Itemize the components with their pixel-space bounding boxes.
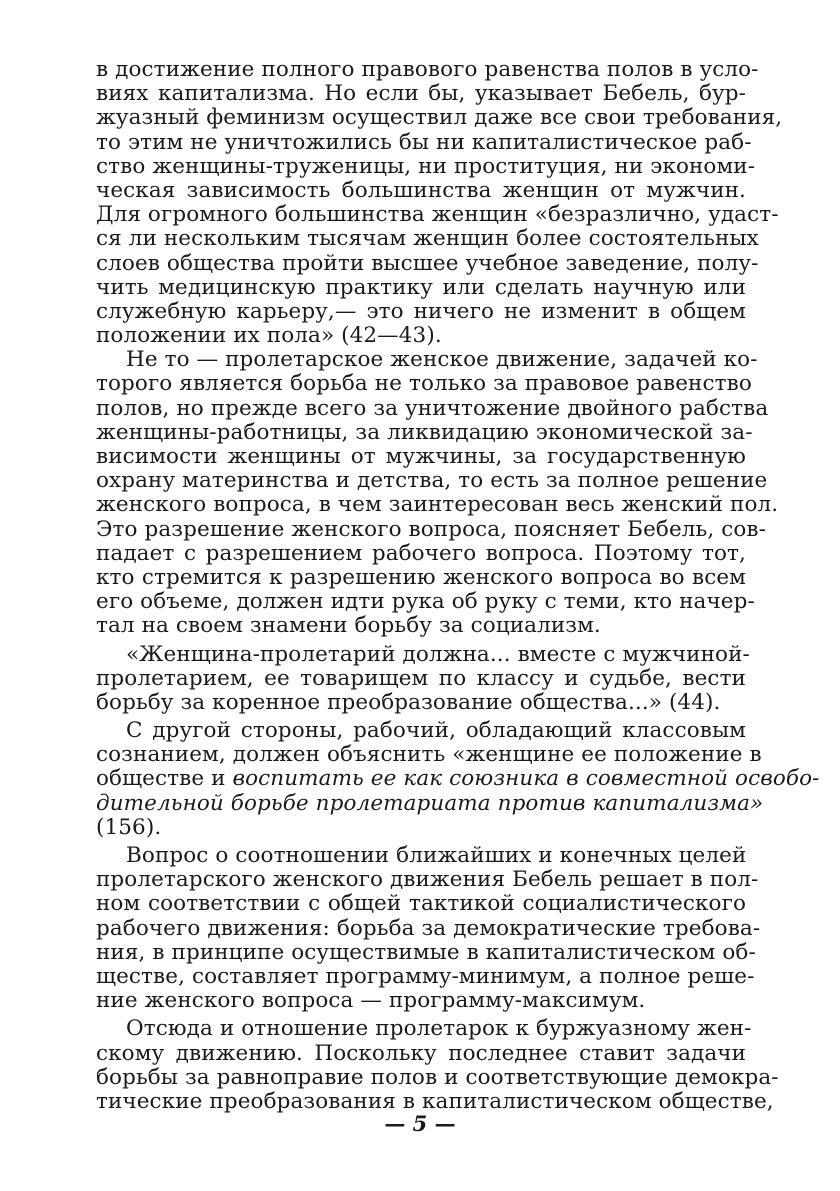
paragraph-2 [96,347,779,639]
text-line: ческая зависимость большинства женщин от мужчин. [96,177,746,203]
text-line: в достижение полного правового равенства полов в усло- [96,57,759,82]
text-line: борьбу за коренное преобразование общества...» (44). [96,689,721,715]
paragraph-5 [96,843,761,1014]
text-line: его объеме, должен идти рука об руку с теми, кто начер- [96,589,755,615]
text-line: пролетарием, ее товарищем по классу и судьбе, вести [96,665,746,691]
text-line: рабочего движения: борьба за демократические требова- [96,915,761,941]
text-line: «Женщина-пролетарий должна... вместе с мужчиной- [126,641,750,667]
text-line: Не то — пролетарское женское движение, задачей ко- [126,347,758,373]
text-line: чить медицинскую практику или сделать научную или [96,274,746,300]
paragraph-6 [96,1016,779,1114]
text-line: то этим не уничтожились бы ни капиталистическое раб- [96,129,752,155]
text-line: женщины-работницы, за ликвидацию экономической за- [96,419,753,445]
text-line: виях капитализма. Но если бы, указывает Бебель, бур- [96,81,746,107]
paragraph-3-quote [96,641,750,716]
paragraph-1 [96,57,783,349]
text-line: ство женщины-труженицы, ни проституция, ни экономи- [96,153,756,179]
text-line: женского вопроса, в чем заинтересован весь женский пол. [96,492,779,518]
text-line: сознанием, должен объяснить «женщине ее положение в [96,742,762,768]
text-line: Вопрос о соотношении ближайших и конечных целей [126,843,747,868]
text-line: висимости женщины от мужчины, за государственную [96,444,746,469]
text-line: С другой стороны, рабочий, обладающий классовым [126,718,746,744]
paragraph-4 [96,718,820,840]
text-line: Это разрешение женского вопроса, поясняет Бебель, сов- [96,516,766,542]
text-line-italic: дительной борьбе пролетариата против капитализма» [96,790,764,816]
text-line: ном соответствии с общей тактикой социалистического [96,891,746,917]
text-line: падает с разрешением рабочего вопроса. Поэтому тот, [96,540,746,566]
text-line: охрану материнства и детства, то есть за полное решение [96,468,768,494]
text-line: Для огромного большинства женщин «безразлично, удаст- [96,202,779,228]
text-line: ния, в принципе осуществимые в капиталистическом об- [96,939,756,965]
text-line: Отсюда и отношение пролетарок к буржуазному жен- [126,1016,752,1042]
body-text [96,57,820,1114]
text-line: борьбы за равноправие полов и соответствующие демокра- [96,1064,779,1090]
text-line: слоев общества пройти высшее учебное заведение, полу- [96,250,759,276]
text-line: служебную карьеру,— это ничего не изменит в общем [96,298,746,324]
text-line: ществе, составляет программу-минимум, а полное реше- [96,963,755,989]
text-line: пролетарского женского движения Бебель решает в пол- [96,867,759,893]
text-line: полов, но прежде всего за уничтожение двойного рабства [96,395,769,421]
text-line: ся ли нескольким тысячам женщин более состоятельных [96,226,759,252]
text-line: положении их пола» (42—43). [96,323,442,349]
text-line: жуазный феминизм осуществил даже все свои требования, [96,105,783,131]
italic-fragment: воспитать ее как союзника в совместной освобо- [232,766,820,792]
text-line: скому движению. Поскольку последнее ставит задачи [96,1040,746,1066]
page-number: — 5 — [384,1111,456,1136]
plain-fragment: обществе и [96,766,233,792]
text-line: тал на своем знамени борьбу за социализм. [96,613,601,639]
text-line-mixed [96,766,820,792]
text-line: (156). [96,814,162,840]
text-line: ние женского вопроса — программу-максимум. [96,988,646,1014]
text-line: тические преобразования в капиталистическом обществе, [96,1088,774,1114]
text-line: торого является борьба не только за правовое равенство [96,371,752,397]
text-line: кто стремится к разрешению женского вопроса во всем [96,564,746,590]
